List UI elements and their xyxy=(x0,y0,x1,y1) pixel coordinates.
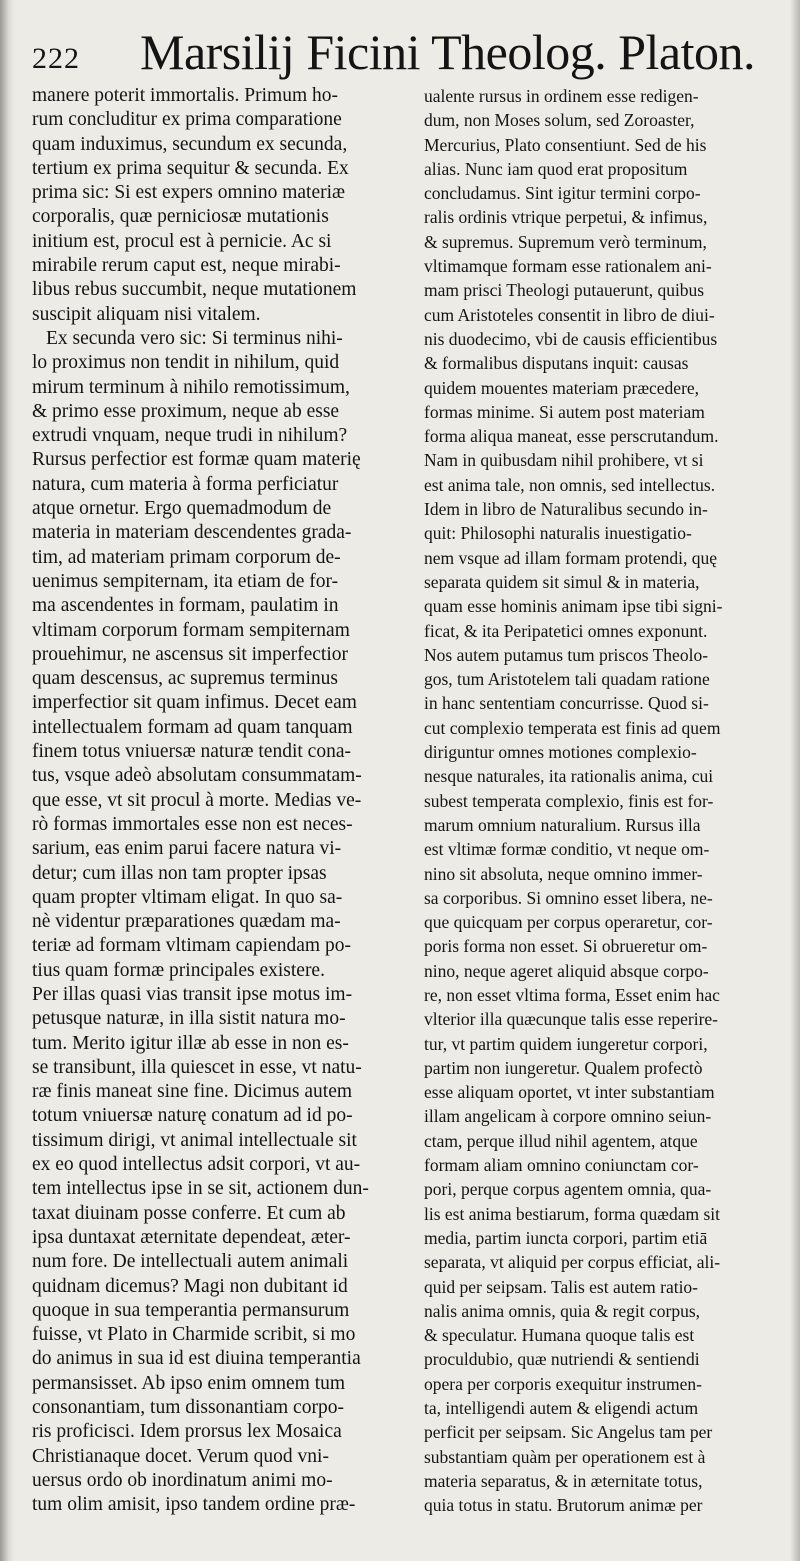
text-line: corporalis, quæ perniciosæ mutationis xyxy=(32,206,329,228)
text-line: perficit per seipsam. Sic Angelus tam per xyxy=(424,1422,713,1443)
text-line: nino sit absoluta, neque omnino immer- xyxy=(424,863,703,884)
text-line: que quicquam per corpus operaretur, cor- xyxy=(424,912,713,933)
text-line: ctam, perque illud nihil agentem, atque xyxy=(424,1130,698,1151)
text-line: nalis anima omnis, quia & regit corpus, xyxy=(424,1300,701,1321)
text-line: quidem mouentes materiam præcedere, xyxy=(424,377,700,398)
text-line: est vltimæ formæ conditio, vt neque om- xyxy=(424,839,710,860)
text-line: quia totus in statu. Brutorum animæ per xyxy=(424,1495,703,1516)
text-line: & formalibus disputans inquit: causas xyxy=(424,353,689,374)
text-line: cut complexio temperata est finis ad quem xyxy=(424,717,721,738)
text-line: manere poterit immortalis. Primum ho- xyxy=(32,85,338,106)
text-line: ipsa duntaxat æternitate dependeat, æter- xyxy=(32,1226,351,1248)
text-line: mirum terminum à nihilo remotissimum, xyxy=(32,376,350,398)
text-line: illam angelicam à corpore omnino seiun- xyxy=(424,1106,712,1127)
text-line: tem intellectus ipse in se sit, actionem dun- xyxy=(32,1178,369,1200)
text-line: media, partim iuncta corpori, partim etiā xyxy=(424,1227,708,1248)
running-head xyxy=(30,18,770,84)
text-line: ficat, & ita Peripatetici omnes exponunt. xyxy=(424,620,708,641)
text-line: Idem in libro de Naturalibus secundo in- xyxy=(424,499,708,520)
text-line: ralis ordinis vtrique perpetui, & infimus, xyxy=(424,207,708,228)
text-line: proculdubio, quæ nutriendi & sentiendi xyxy=(424,1349,700,1370)
text-line: totum vniuersæ naturę conatum ad id po- xyxy=(32,1105,353,1127)
text-line: do animus in sua id est diuina temperantia xyxy=(32,1348,361,1370)
text-line: vltimam corporum formam sempiternam xyxy=(32,619,350,641)
text-line: quoque in sua temperantia permansurum xyxy=(32,1299,350,1321)
text-line: & supremus. Supremum verò terminum, xyxy=(424,231,707,252)
text-line: nis duodecimo, vbi de causis efficientibus xyxy=(424,328,718,349)
text-line: quidnam dicemus? Magi non dubitant id xyxy=(32,1275,348,1297)
text-line: ræ finis maneat sine fine. Dicimus autem xyxy=(32,1081,353,1103)
text-line: lo proximus non tendit in nihilum, quid xyxy=(32,352,340,374)
text-line: tus, vsque adeò absolutam consummatam- xyxy=(32,765,362,787)
right-text-column xyxy=(424,84,772,1518)
text-line: atque ornetur. Ergo quemadmodum de xyxy=(32,498,332,520)
text-line: consonantiam, tum dissonantiam corpo- xyxy=(32,1397,344,1419)
text-line: esse aliquam oportet, vt inter substantiam xyxy=(424,1082,715,1103)
text-line: Nam in quibusdam nihil prohibere, vt si xyxy=(424,450,704,471)
text-line: uenimus sempiternam, ita etiam de for- xyxy=(32,570,339,592)
text-line: permansisset. Ab ipso enim omnem tum xyxy=(32,1372,346,1394)
text-line: forma aliqua maneat, esse perscrutandum. xyxy=(424,426,719,447)
text-line: gos, tum Aristotelem tali quadam ratione xyxy=(424,669,710,690)
text-line: se transibunt, illa quiescet in esse, vt natu- xyxy=(32,1056,362,1078)
text-line: partim non iungeretur. Qualem profectò xyxy=(424,1057,703,1078)
text-line: detur; cum illas non tam propter ipsas xyxy=(32,862,327,884)
text-line: tissimum dirigi, vt animal intellectuale sit xyxy=(32,1129,357,1151)
text-line: rum concluditur ex prima comparatione xyxy=(32,109,342,131)
text-line: nè videntur præparationes quædam ma- xyxy=(32,911,341,933)
left-text-column xyxy=(32,84,402,1518)
text-line: quid per seipsam. Talis est autem ratio- xyxy=(424,1276,699,1297)
text-line: concludamus. Sint igitur termini corpo- xyxy=(424,183,701,204)
text-line: opera per corporis exequitur instrumen- xyxy=(424,1373,702,1394)
text-line: prima sic: Si est expers omnino materiæ xyxy=(32,182,346,204)
text-line: poris forma non esset. Si obrueretur om- xyxy=(424,936,708,957)
text-line: quit: Philosophi naturalis inuestigatio- xyxy=(424,523,692,544)
text-line: formam aliam omnino coniunctam cor- xyxy=(424,1155,699,1176)
text-line: ualente rursus in ordinem esse redigen- xyxy=(424,86,699,106)
text-line: est anima tale, non omnis, sed intellectus. xyxy=(424,474,716,495)
text-line: tur, vt partim quidem iungeretur corpori, xyxy=(424,1033,708,1054)
text-line: diriguntur omnes motiones complexio- xyxy=(424,742,697,763)
text-line: tum. Merito igitur illæ ab esse in non es- xyxy=(32,1032,349,1054)
text-line: tum olim amisit, ipso tandem ordine præ- xyxy=(32,1494,356,1516)
text-line: pori, perque corpus agentem omnia, qua- xyxy=(424,1179,712,1200)
text-line: mam prisci Theologi putauerunt, quibus xyxy=(424,280,705,301)
text-line: vlterior illa quæcunque talis esse reperire- xyxy=(424,1009,718,1030)
text-line: fuisse, vt Plato in Charmide scribit, si mo xyxy=(32,1324,356,1346)
text-line: tertium ex prima sequitur & secunda. Ex xyxy=(32,157,349,179)
text-line: quam descensus, ac supremus terminus xyxy=(32,668,338,690)
text-line: subest temperata complexio, finis est for- xyxy=(424,790,714,811)
text-line: nem vsque ad illam formam protendi, quę xyxy=(424,547,718,568)
text-line: teriæ ad formam vltimam capiendam po- xyxy=(32,935,351,957)
text-line: tius quam formæ principales existere. xyxy=(32,959,325,981)
running-title: Marsilij Ficini Theolog. Platon. xyxy=(140,24,756,80)
text-line: separata quidem sit simul & in materia, xyxy=(424,571,700,592)
text-line: uersus ordo ob inordinatum animi mo- xyxy=(32,1469,333,1491)
text-line: intellectualem formam ad quam tanquam xyxy=(32,716,353,738)
text-line: ma ascendentes in formam, paulatim in xyxy=(32,595,339,617)
text-line: que esse, vt sit procul à morte. Medias ve- xyxy=(32,789,362,811)
text-line: lis est anima bestiarum, forma quædam sit xyxy=(424,1203,720,1224)
text-line: Mercurius, Plato consentiunt. Sed de his xyxy=(424,134,707,155)
text-line: in hanc sententiam concurrisse. Quod si- xyxy=(424,693,709,714)
text-line: rò formas immortales esse non est neces- xyxy=(32,813,353,835)
text-line: dum, non Moses solum, sed Zoroaster, xyxy=(424,110,695,131)
text-line: separata, vt aliquid per corpus efficiat, ali- xyxy=(424,1252,721,1273)
text-line: quam propter vltimam eligat. In quo sa- xyxy=(32,886,343,908)
text-line: petusque naturæ, in illa sistit natura mo- xyxy=(32,1008,346,1030)
text-line: Nos autem putamus tum priscos Theolo- xyxy=(424,644,709,665)
text-line: Per illas quasi vias transit ipse motus im- xyxy=(32,983,353,1005)
text-line: num fore. De intellectuali autem animali xyxy=(32,1251,349,1273)
text-line: & speculatur. Humana quoque talis est xyxy=(424,1325,695,1346)
text-line: sarium, eas enim parui facere natura vi- xyxy=(32,838,342,860)
text-line: natura, cum materia à forma perficiatur xyxy=(32,473,339,495)
text-line: formas minime. Si autem post materiam xyxy=(424,401,705,422)
text-line: Christianaque docet. Verum quod vni- xyxy=(32,1445,329,1467)
text-line: libus rebus succumbit, neque mutationem xyxy=(32,279,357,301)
text-line: cum Aristoteles consentit in libro de diui- xyxy=(424,304,715,325)
text-line: finem totus vniuersæ naturæ tendit cona- xyxy=(32,741,351,763)
text-line: prouehimur, ne ascensus sit imperfectior xyxy=(32,643,348,665)
text-line: materia in materiam descendentes grada- xyxy=(32,522,352,544)
text-line: taxat diuinam posse conferre. Et cum ab xyxy=(32,1202,346,1224)
text-line: sa corporibus. Si omnino esset libera, ne- xyxy=(424,887,713,908)
text-line: initium est, procul est à pernicie. Ac si xyxy=(32,230,332,252)
text-line: materia separatus, & in æternitate totus, xyxy=(424,1470,703,1491)
text-line: alias. Nunc iam quod erat propositum xyxy=(424,158,688,179)
page-number: 222 xyxy=(32,42,80,75)
text-line: ex eo quod intellectus adsit corpori, vt au- xyxy=(32,1154,361,1176)
text-line: nino, neque ageret aliquid absque corpo- xyxy=(424,960,709,981)
text-line: ta, intelligendi autem & eligendi actum xyxy=(424,1398,699,1419)
text-line: quam induximus, secundum ex secunda, xyxy=(32,133,348,155)
text-line: quam esse hominis animam ipse tibi signi- xyxy=(424,596,723,617)
text-line: suscipit aliquam nisi vitalem. xyxy=(32,303,261,325)
text-line: tim, ad materiam primam corporum de- xyxy=(32,546,341,568)
text-line: Ex secunda vero sic: Si terminus nihi- xyxy=(46,327,343,349)
text-line: vltimamque formam esse rationalem ani- xyxy=(424,256,712,277)
text-line: Rursus perfectior est formæ quam materię xyxy=(32,449,361,471)
text-line: imperfectior sit quam infimus. Decet eam xyxy=(32,692,357,714)
text-line: re, non esset vltima forma, Esset enim hac xyxy=(424,984,720,1005)
text-line: & primo esse proximum, neque ab esse xyxy=(32,400,340,422)
text-line: nesque naturales, ita rationalis anima, cui xyxy=(424,766,714,787)
text-line: mirabile rerum caput est, neque mirabi- xyxy=(32,255,341,277)
text-line: marum omnium naturalium. Rursus illa xyxy=(424,814,701,835)
text-line: extrudi vnquam, neque trudi in nihilum? xyxy=(32,425,348,447)
text-line: ris proficisci. Idem prorsus lex Mosaica xyxy=(32,1421,342,1443)
text-line: substantiam quàm per operationem est à xyxy=(424,1446,706,1467)
